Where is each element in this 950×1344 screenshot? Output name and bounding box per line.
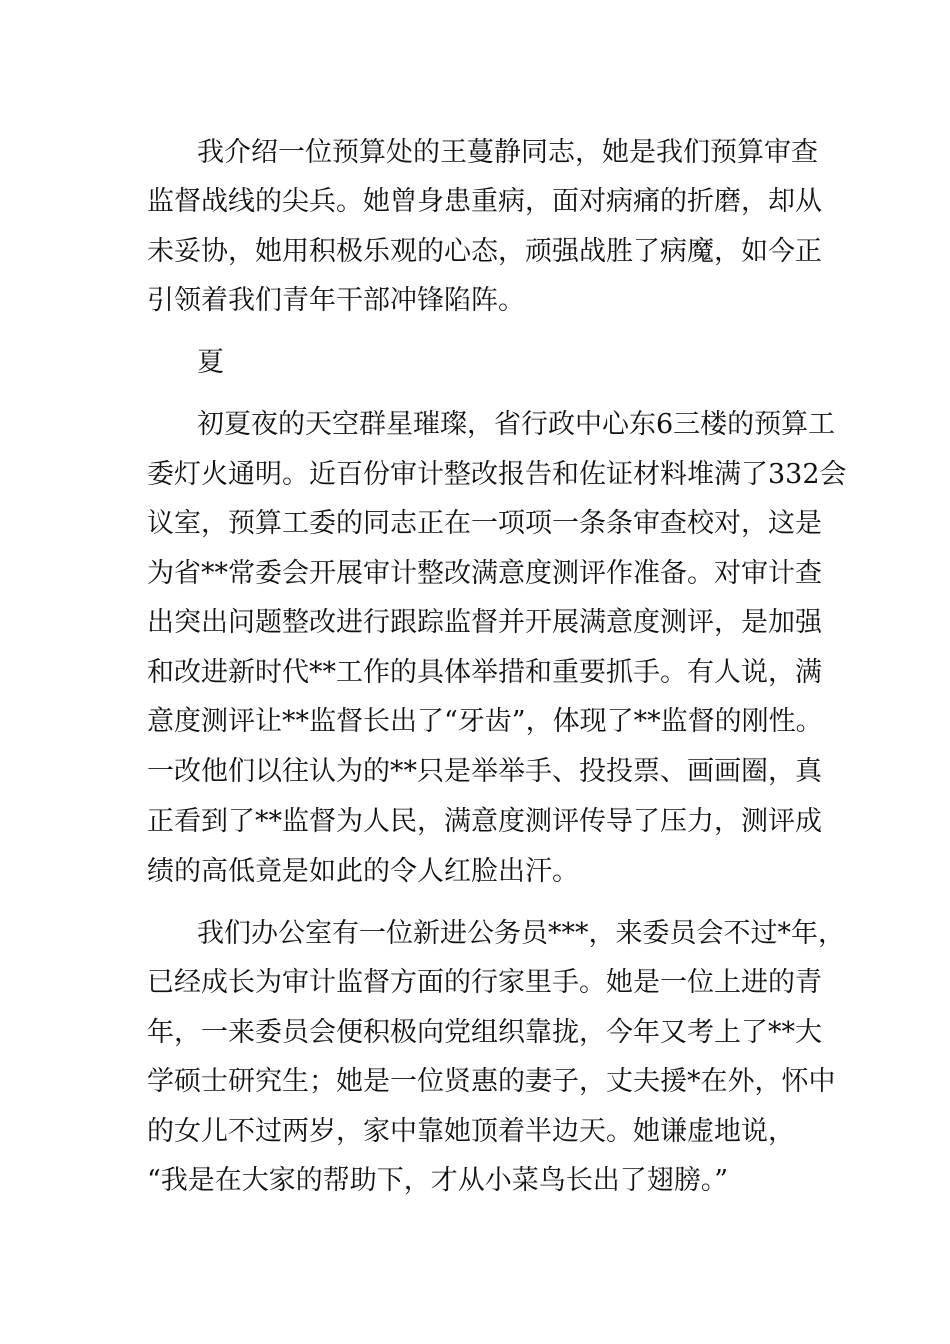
paragraph-3-line-2: 委灯火通明。近百份审计整改报告和佐证材料堆满了332会 <box>147 459 847 490</box>
paragraph-2-line-1: 夏 <box>197 347 224 378</box>
paragraph-4-line-5: 的女儿不过两岁，家中靠她顶着半边天。她谦虚地说， <box>147 1116 795 1147</box>
paragraph-4-line-1: 我们办公室有一位新进公务员***，来委员会不过*年， <box>197 918 845 949</box>
paragraph-3-line-7: 意度测评让**监督长出了“牙齿”，体现了**监督的刚性。 <box>147 706 823 737</box>
paragraph-3-line-3: 议室，预算工委的同志正在一项项一条条审查校对，这是 <box>147 508 822 539</box>
paragraph-4-line-4: 学硕士研究生；她是一位贤惠的妻子，丈夫援*在外，怀中 <box>147 1066 836 1097</box>
paragraph-3-line-9: 正看到了**监督为人民，满意度测评传导了压力，测评成 <box>147 806 822 837</box>
paragraph-3-line-8: 一改他们以往认为的**只是举举手、投投票、画画圈，真 <box>147 756 822 787</box>
paragraph-3-line-1: 初夏夜的天空群星璀璨，省行政中心东6三楼的预算工 <box>197 409 836 440</box>
paragraph-4-line-6: “我是在大家的帮助下，才从小菜鸟长出了翅膀。” <box>147 1165 729 1196</box>
paragraph-3-line-4: 为省**常委会开展审计整改满意度测评作准备。对审计查 <box>147 558 822 589</box>
paragraph-1-line-3: 未妥协，她用积极乐观的心态，顽强战胜了病魔，如今正 <box>147 236 822 267</box>
paragraph-3-line-10: 绩的高低竟是如此的令人红脸出汗。 <box>147 856 579 887</box>
paragraph-1-line-1: 我介绍一位预算处的王蔓静同志，她是我们预算审查 <box>197 137 818 168</box>
paragraph-3-line-5: 出突出问题整改进行跟踪监督并开展满意度测评，是加强 <box>147 607 822 638</box>
paragraph-4-line-3: 年，一来委员会便积极向党组织靠拢，今年又考上了**大 <box>147 1017 822 1048</box>
paragraph-1-line-4: 引领着我们青年干部冲锋陷阵。 <box>147 285 525 316</box>
paragraph-4-line-2: 已经成长为审计监督方面的行家里手。她是一位上进的青 <box>147 967 822 998</box>
paragraph-1-line-2: 监督战线的尖兵。她曾身患重病，面对病痛的折磨，却从 <box>147 186 822 217</box>
paragraph-3-line-6: 和改进新时代**工作的具体举措和重要抓手。有人说，满 <box>147 657 822 688</box>
